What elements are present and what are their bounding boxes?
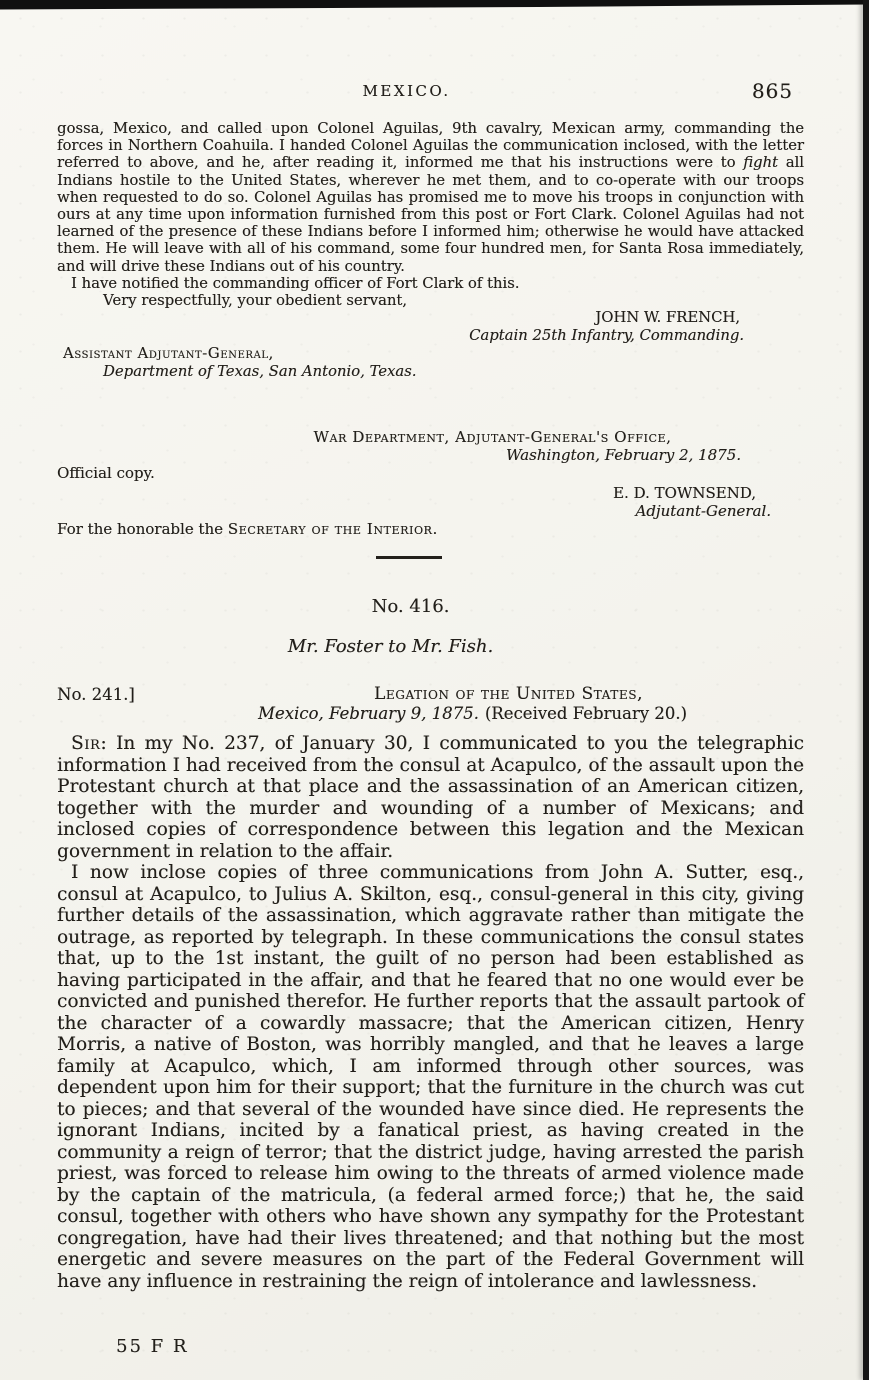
war-department-signature-name: E. D. TOWNSEND, <box>613 484 756 502</box>
signature-name: JOHN W. FRENCH, <box>595 309 740 327</box>
page-number: 865 <box>751 79 793 103</box>
despatch-number: No. 241.] <box>57 685 135 704</box>
enclosure-body-part1: gossa, Mexico, and called upon Colonel Aguilas, 9th cavalry, Mexican army, commanding the forces in Northern Coahuila. I handed Colonel Aguilas the communication inclosed, with the letter referred to above, and he, after reading it, informed me that his instructions were to <box>57 120 804 172</box>
despatch-heading-row <box>57 684 804 704</box>
despatch-paragraph-2: I now inclose copies of three communications from John A. Sutter, esq., consul at Acapulco, to Julius A. Skilton, esq., consul-general in this city, giving further details of the assassination, which aggravate rather than mitigate the outrage, as reported by telegraph. In these communications the consul states that, up to the 1st instant, the guilt of no person had been established as having participated in the affair, and that he feared that no one would ever be convicted and punished therefor. He further reports that the assault partook of the character of a cowardly massacre; that the American citizen, Henry Morris, a native of Boston, was horribly mangled, and that he leaves a large family at Acapulco, which, I am informed through other sources, was dependent upon him for their support; that the furniture in the church was cut to pieces; and that several of the wounded have since died. He represents the ignorant Indians, incited by a fanatical priest, as having created in the community a reign of terror; that the district judge, having arrested the parish priest, was forced to release him owing to the threats of armed violence made by the captain of the matricula, (a federal armed force;) that he, the said consul, together with others who have shown any sympathy for the Protestant congregation, have had their lives threatened; and that nothing but the most energetic and severe measures on the part of the Federal Government will have any influence in restraining the reign of intolerance and lawlessness. <box>57 862 804 1292</box>
notification-line: I have notified the commanding officer of Fort Clark of this. <box>71 274 520 292</box>
salutation: Sir <box>71 733 101 754</box>
war-department-note <box>57 424 804 538</box>
enclosure-body-part2: all Indians hostile to the United States, wherever he met them, and to co-operate with our troops when requested to do so. Colonel Aguilas has promised me to move his troops in conjunction with ours at any time upon information furnished from this post or Fort Clark. Colonel Aguilas had not learned of the presence of these Indians before I informed him; otherwise he would have attacked them. He will leave with all of his command, some four hundred men, for Santa Rosa immediately, and will drive these Indians out of his country. <box>57 154 804 275</box>
war-department-office-line: War Department, Adjutant-General's Office, <box>313 428 672 446</box>
war-department-date-line: Washington, February 2, 1875. <box>505 446 741 464</box>
signature-title: Captain 25th Infantry, Commanding. <box>469 327 744 345</box>
section-divider <box>376 556 442 559</box>
document-title: Mr. Foster to Mr. Fish. <box>287 636 494 657</box>
despatch-received: (Received February 20.) <box>484 704 687 723</box>
despatch-date-line <box>99 704 846 724</box>
official-copy-line: Official copy. <box>57 464 155 482</box>
despatch-paragraph-1 <box>57 733 804 862</box>
printers-mark: 55 F R <box>116 1336 189 1357</box>
legation-office-line: Legation of the United States, <box>373 684 644 704</box>
addressee-location: Department of Texas, San Antonio, Texas. <box>103 363 417 381</box>
addressee-office: Assistant Adjutant-General, <box>63 345 274 363</box>
paragraph-1-text: : In my No. 237, of January 30, I communicated to you the telegraphic information I had received from the consul at Acapulco, of the assault upon the Protestant church at that place and the assassination of an American citizen, together with the murder and wounding of a number of Mexicans; and inclosed copies of correspondence between this legation and the Mexican government in relation to the affair. <box>57 733 804 862</box>
document-number: No. 416. <box>371 596 450 617</box>
war-department-signature-title: Adjutant-General. <box>635 502 771 520</box>
despatch-letter <box>57 684 804 1292</box>
enclosure-body-paragraph <box>57 120 804 275</box>
despatch-place-date: Mexico, February 9, 1875. <box>258 704 479 723</box>
scan-edge-top <box>0 0 869 10</box>
valediction-line: Very respectfully, your obedient servant, <box>103 292 408 310</box>
page-header <box>0 79 869 103</box>
running-head: MEXICO. <box>362 82 451 100</box>
enclosure-body-italic-word: fight <box>743 154 779 172</box>
for-honorable-office: Secretary of the Interior. <box>227 520 438 538</box>
for-honorable-line <box>57 520 804 538</box>
for-honorable-prefix: For the honorable the <box>57 520 228 538</box>
enclosure-letter <box>57 120 804 381</box>
